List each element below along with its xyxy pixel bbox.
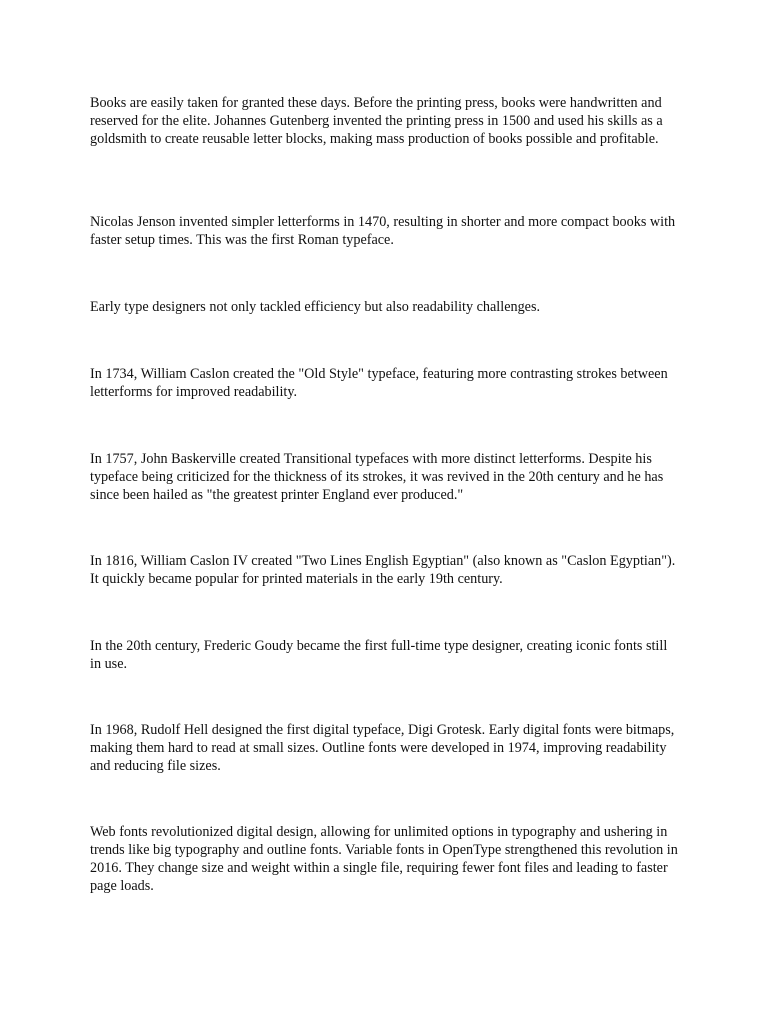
paragraph-web-fonts: Web fonts revolutionized digital design, allowing for unlimited options in typography and ushering in trends like big typography and outline fonts. Variable fonts in OpenType strengthened this revolution in 2016. They change size and weight within a single file, requiring fewer font files and leading to faster page loads. <box>90 824 678 894</box>
paragraph-caslon: In 1734, William Caslon created the "Old Style" typeface, featuring more contrasting strokes between letterforms for improved readability. <box>90 366 668 400</box>
paragraph-goudy: In the 20th century, Frederic Goudy became the first full-time type designer, creating iconic fonts still in use. <box>90 638 668 672</box>
paragraph-baskerville: In 1757, John Baskerville created Transitional typefaces with more distinct letterforms. Despite his typeface being criticized for the thickness of its strokes, it was revived in the 20th century and he has since been hailed as "the greatest printer England ever produced." <box>90 451 664 503</box>
paragraph-gutenberg: Books are easily taken for granted these days. Before the printing press, books were handwritten and reserved for the elite. Johannes Gutenberg invented the printing press in 1500 and used his skills as a goldsmith to create reusable letter blocks, making mass production of books possible and profitable. <box>90 95 663 147</box>
paragraph-early-type: Early type designers not only tackled efficiency but also readability challenges. <box>90 299 541 315</box>
paragraph-caslon-iv: In 1816, William Caslon IV created "Two Lines English Egyptian" (also known as "Caslon Egyptian"). It quickly became popular for printed materials in the early 19th century. <box>90 553 676 587</box>
paragraph-hell: In 1968, Rudolf Hell designed the first digital typeface, Digi Grotesk. Early digital fonts were bitmaps, making them hard to read at small sizes. Outline fonts were developed in 1974, improving readability and reducing file sizes. <box>90 722 675 774</box>
paragraph-jenson: Nicolas Jenson invented simpler letterforms in 1470, resulting in shorter and more compact books with faster setup times. This was the first Roman typeface. <box>90 214 676 248</box>
